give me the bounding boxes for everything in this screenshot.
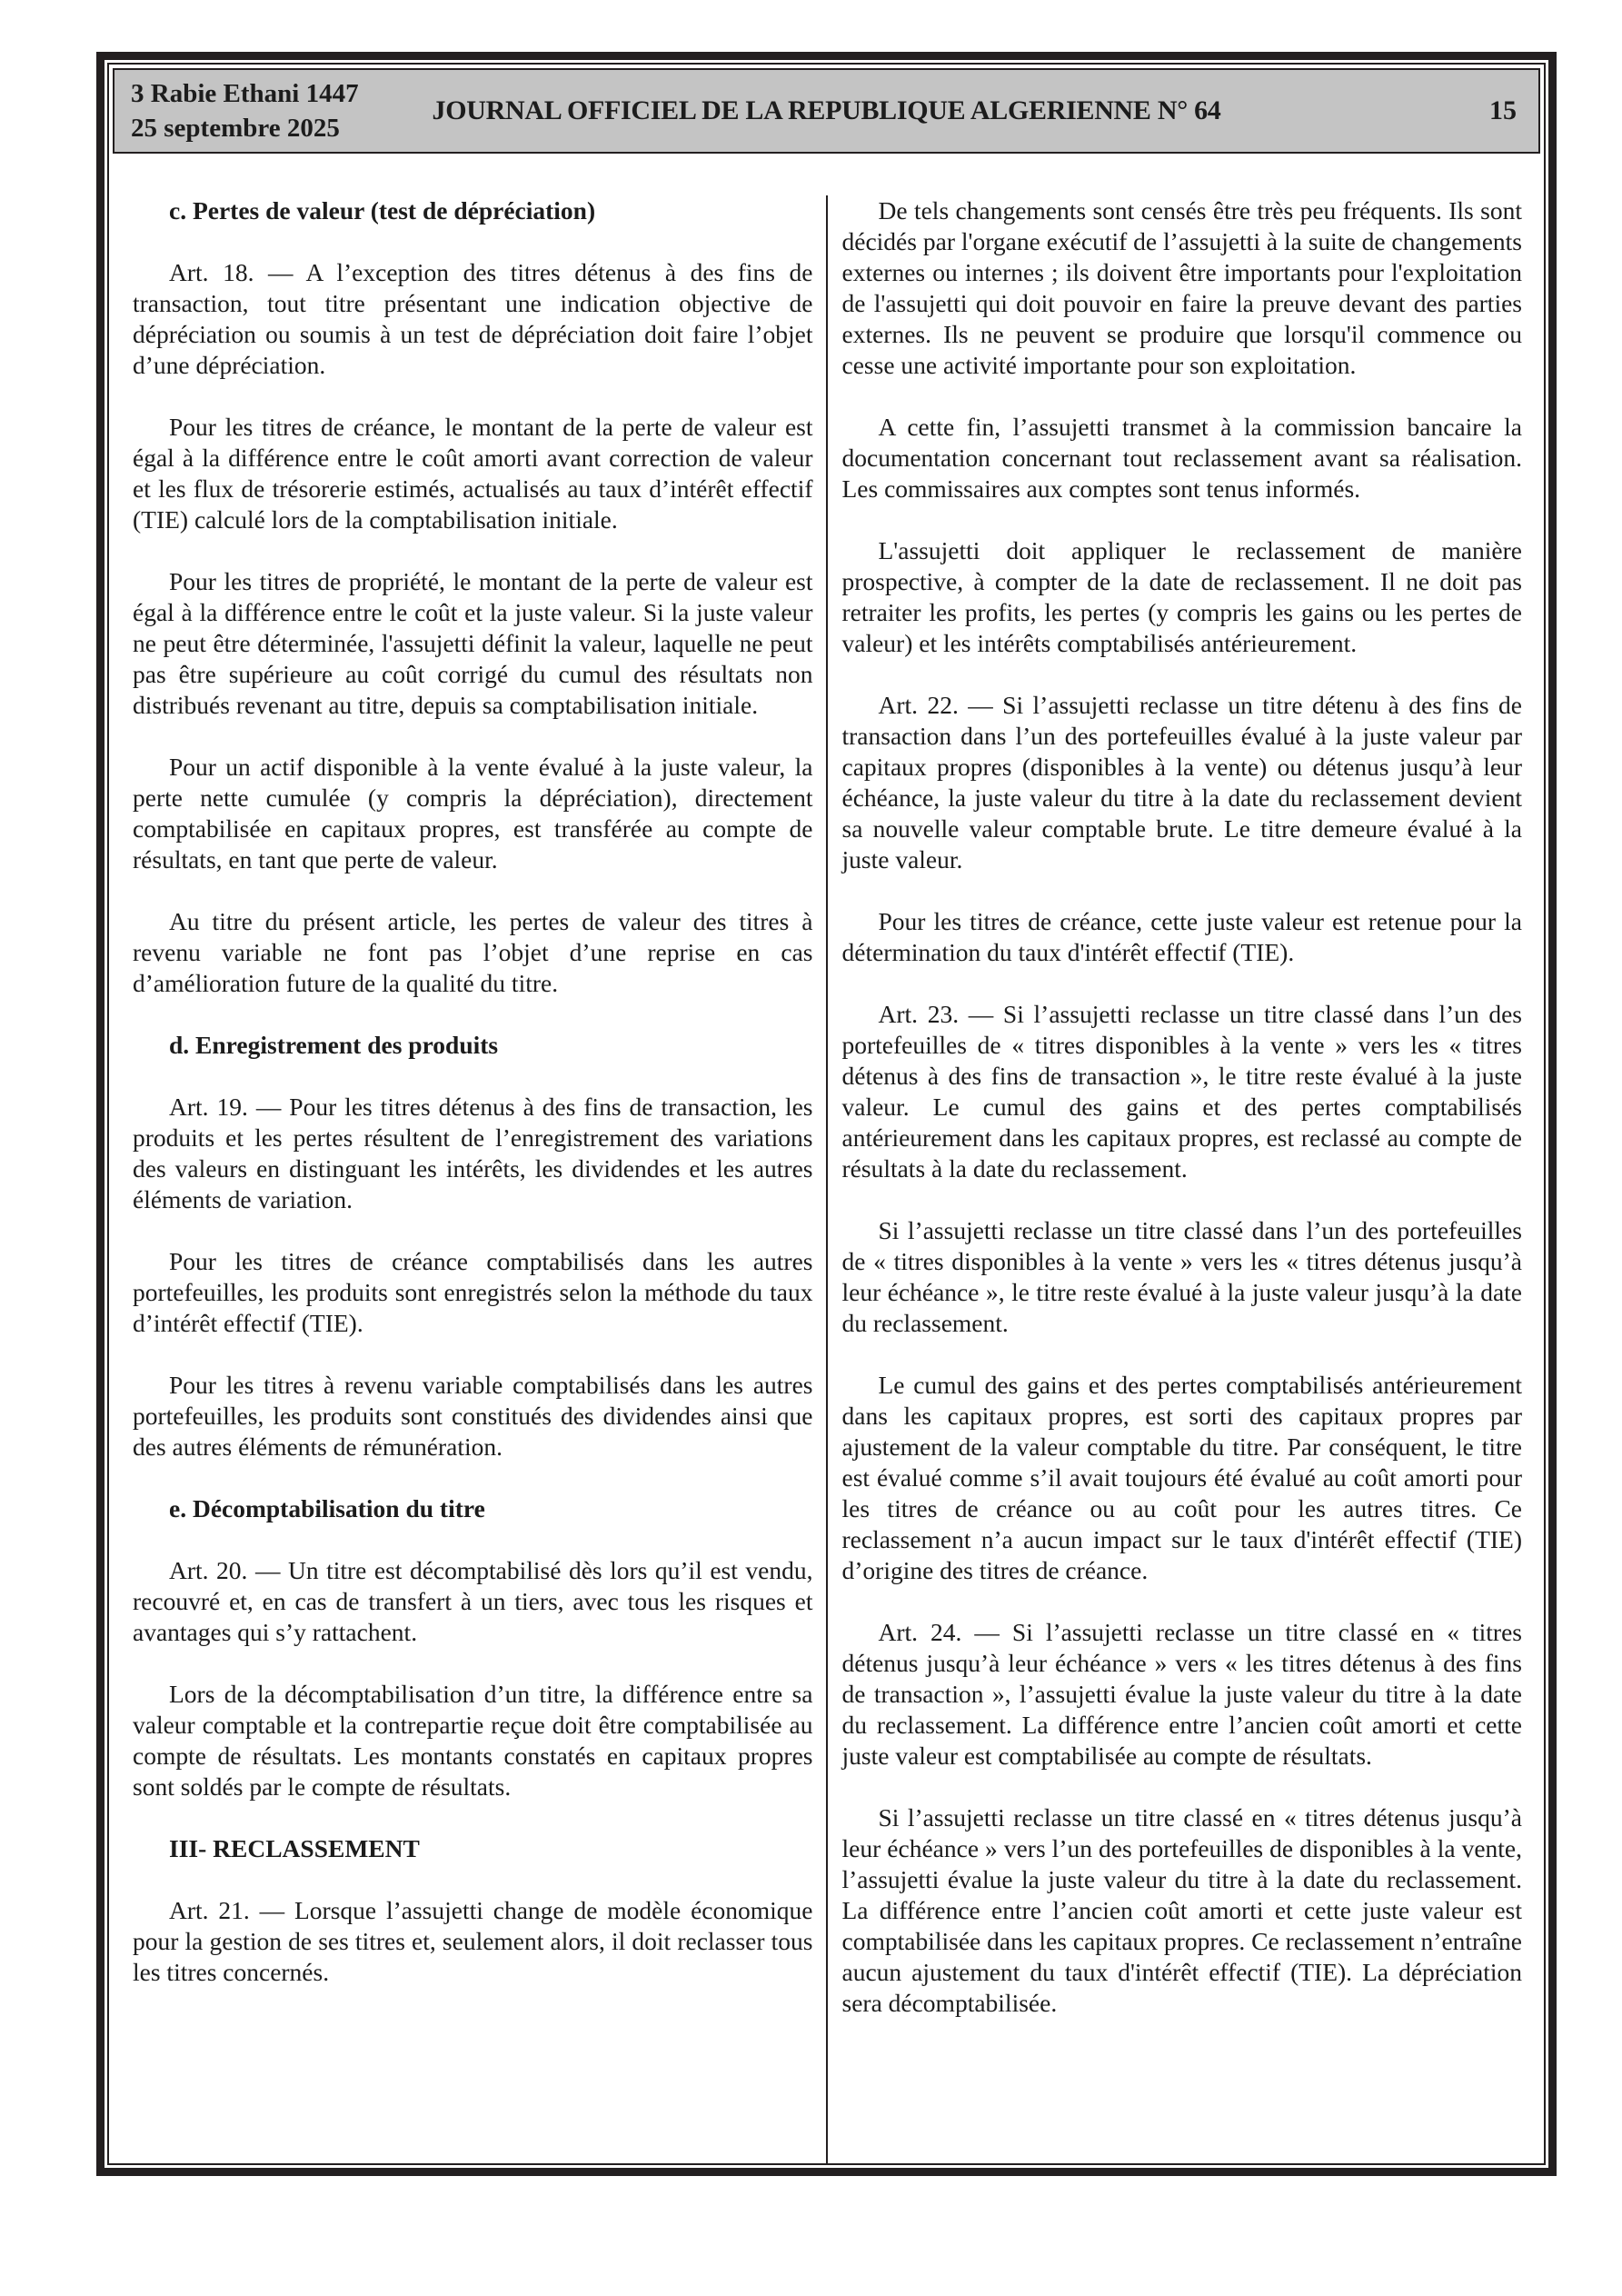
paragraph: Pour les titres à revenu variable comptabilisés dans les autres portefeuilles, les produits sont constitués des dividendes ainsi que des autres éléments de rémunération.: [133, 1371, 813, 1461]
page-frame: [96, 52, 1557, 2176]
page-number: 15: [1489, 95, 1517, 125]
paragraph: Art. 18. — A l’exception des titres détenus à des fins de transaction, tout titre présentant une indication objective de dépréciation ou soumis à un test de dépréciation doit faire l’objet d’une dépréciation.: [133, 258, 813, 379]
paragraph: Art. 22. — Si l’assujetti reclasse un titre détenu à des fins de transaction dans l’un des portefeuilles évalué à la juste valeur par capitaux propres (disponibles à la vente) ou détenus jusqu’à leur échéance, la juste valeur du titre à la date du reclassement devient sa nouvelle valeur comptable brute. Le titre demeure évalué à la juste valeur.: [841, 691, 1522, 873]
paragraph: Le cumul des gains et des pertes comptabilisés antérieurement dans les capitaux propres, est sorti des capitaux propres par ajustement de la valeur comptable du titre. Par conséquent, le titre est évalué comme s’il avait toujours été évalué au coût amorti pour les titres de créance ou au coût pour les autres titres. Ce reclassement n’a aucun impact sur le taux d'intérêt effectif (TIE) d’origine des titres de créance.: [841, 1371, 1522, 1584]
section-heading: e. Décomptabilisation du titre: [169, 1494, 485, 1522]
paragraph: Au titre du présent article, les pertes de valeur des titres à revenu variable ne font pas l’objet d’une reprise en cas d’amélioration future de la qualité du titre.: [133, 907, 813, 997]
paragraph: Si l’assujetti reclasse un titre classé dans l’un des portefeuilles de « titres disponibles à la vente » vers les « titres détenus jusqu’à leur échéance », le titre reste évalué à la juste valeur jusqu’à la date du reclassement.: [841, 1216, 1522, 1337]
date-hijri: 3 Rabie Ethani 1447: [131, 78, 359, 108]
section-heading: d. Enregistrement des produits: [169, 1031, 499, 1059]
paragraph: Pour les titres de propriété, le montant de la perte de valeur est égal à la différence entre le coût et la juste valeur. Si la juste valeur ne peut être déterminée, l'assujetti définit la valeur, laquelle ne peut pas être supérieure au coût corrigé du cumul des résultats non distribués revenant au titre, depuis sa comptabilisation initiale.: [133, 567, 813, 719]
paragraph: Lors de la décomptabilisation d’un titre, la différence entre sa valeur comptable et la contrepartie reçue doit être comptabilisée au compte de résultats. Les montants constatés en capitaux propres sont soldés par le compte de résultats.: [133, 1680, 813, 1801]
paragraph: Art. 23. — Si l’assujetti reclasse un titre classé dans l’un des portefeuilles de « titres disponibles à la vente » vers les « titres détenus à des fins de transaction », le titre reste évalué à la juste valeur. Le cumul des gains et des pertes comptabilisés antérieurement dans les capitaux propres, est reclassé au compte de résultats à la date du reclassement.: [841, 1000, 1522, 1183]
paragraph: Pour les titres de créance, le montant de la perte de valeur est égal à la différence entre le coût amorti avant correction de valeur et les flux de trésorerie estimés, actualisés au taux d’intérêt effectif (TIE) calculé lors de la comptabilisation initiale.: [133, 413, 813, 534]
paragraph: Si l’assujetti reclasse un titre classé en « titres détenus jusqu’à leur échéance » vers l’un des portefeuilles de disponibles à la vente, l’assujetti évalue la juste valeur du titre à la date du reclassement. La différence entre l’ancien coût amorti et cette juste valeur est comptabilisée dans les capitaux propres. Ce reclassement n’entraîne aucun ajustement du taux d'intérêt effectif (TIE). La dépréciation sera décomptabilisée.: [841, 1803, 1522, 2017]
paragraph: L'assujetti doit appliquer le reclassement de manière prospective, à compter de la date de reclassement. Il ne doit pas retraiter les profits, les pertes (y compris les gains ou les pertes de valeur) et les intérêts comptabilisés antérieurement.: [841, 536, 1522, 657]
paragraph: Art. 20. — Un titre est décomptabilisé dès lors qu’il est vendu, recouvré et, en cas de transfert à un tiers, avec tous les risques et avantages qui s’y rattachent.: [133, 1556, 813, 1646]
left-column: [125, 195, 826, 2163]
section-heading: c. Pertes de valeur (test de dépréciation): [169, 196, 596, 225]
page-content: [109, 157, 1544, 2163]
paragraph: A cette fin, l’assujetti transmet à la commission bancaire la documentation concernant tout reclassement avant sa réalisation. Les commissaires aux comptes sont tenus informés.: [841, 413, 1522, 503]
paragraph: De tels changements sont censés être très peu fréquents. Ils sont décidés par l'organe exécutif de l’assujetti à la suite de changements externes ou internes ; ils doivent être importants pour l'exploitation de l'assujetti qui doit pouvoir en faire la preuve devant des parties externes. Ils ne peuvent se produire que lorsqu'il commence ou cesse une activité importante pour son exploitation.: [841, 196, 1522, 379]
header-dates: [114, 76, 359, 146]
paragraph: Art. 21. — Lorsque l’assujetti change de modèle économique pour la gestion de ses titres et, seulement alors, il doit reclasser tous les titres concernés.: [133, 1896, 813, 1986]
paragraph: Pour les titres de créance, cette juste valeur est retenue pour la détermination du taux d'intérêt effectif (TIE).: [841, 907, 1522, 966]
paragraph: Pour un actif disponible à la vente évalué à la juste valeur, la perte nette cumulée (y compris la dépréciation), directement comptabilisée en capitaux propres, est transférée au compte de résultats, en tant que perte de valeur.: [133, 753, 813, 873]
right-column: [828, 195, 1530, 2163]
date-gregorian: 25 septembre 2025: [131, 114, 340, 143]
paragraph: Pour les titres de créance comptabilisés dans les autres portefeuilles, les produits sont enregistrés selon la méthode du taux d’intérêt effectif (TIE).: [133, 1247, 813, 1337]
section-heading: III- RECLASSEMENT: [169, 1834, 420, 1862]
page-inner-frame: [107, 63, 1546, 2165]
paragraph: Art. 24. — Si l’assujetti reclasse un titre classé en « titres détenus jusqu’à leur échéance » vers « les titres détenus à des fins de transaction », l’assujetti évalue la juste valeur du titre à la date du reclassement. La différence entre l’ancien coût amorti et cette juste valeur est comptabilisée au compte de résultats.: [841, 1618, 1522, 1770]
journal-title: JOURNAL OFFICIEL DE LA REPUBLIQUE ALGERIENNE N° 64: [432, 95, 1221, 125]
page-header: [113, 68, 1540, 154]
paragraph: Art. 19. — Pour les titres détenus à des fins de transaction, les produits et les pertes résultent de l’enregistrement des variations des valeurs en distinguant les intérêts, les dividendes et les autres éléments de variation.: [133, 1093, 813, 1213]
